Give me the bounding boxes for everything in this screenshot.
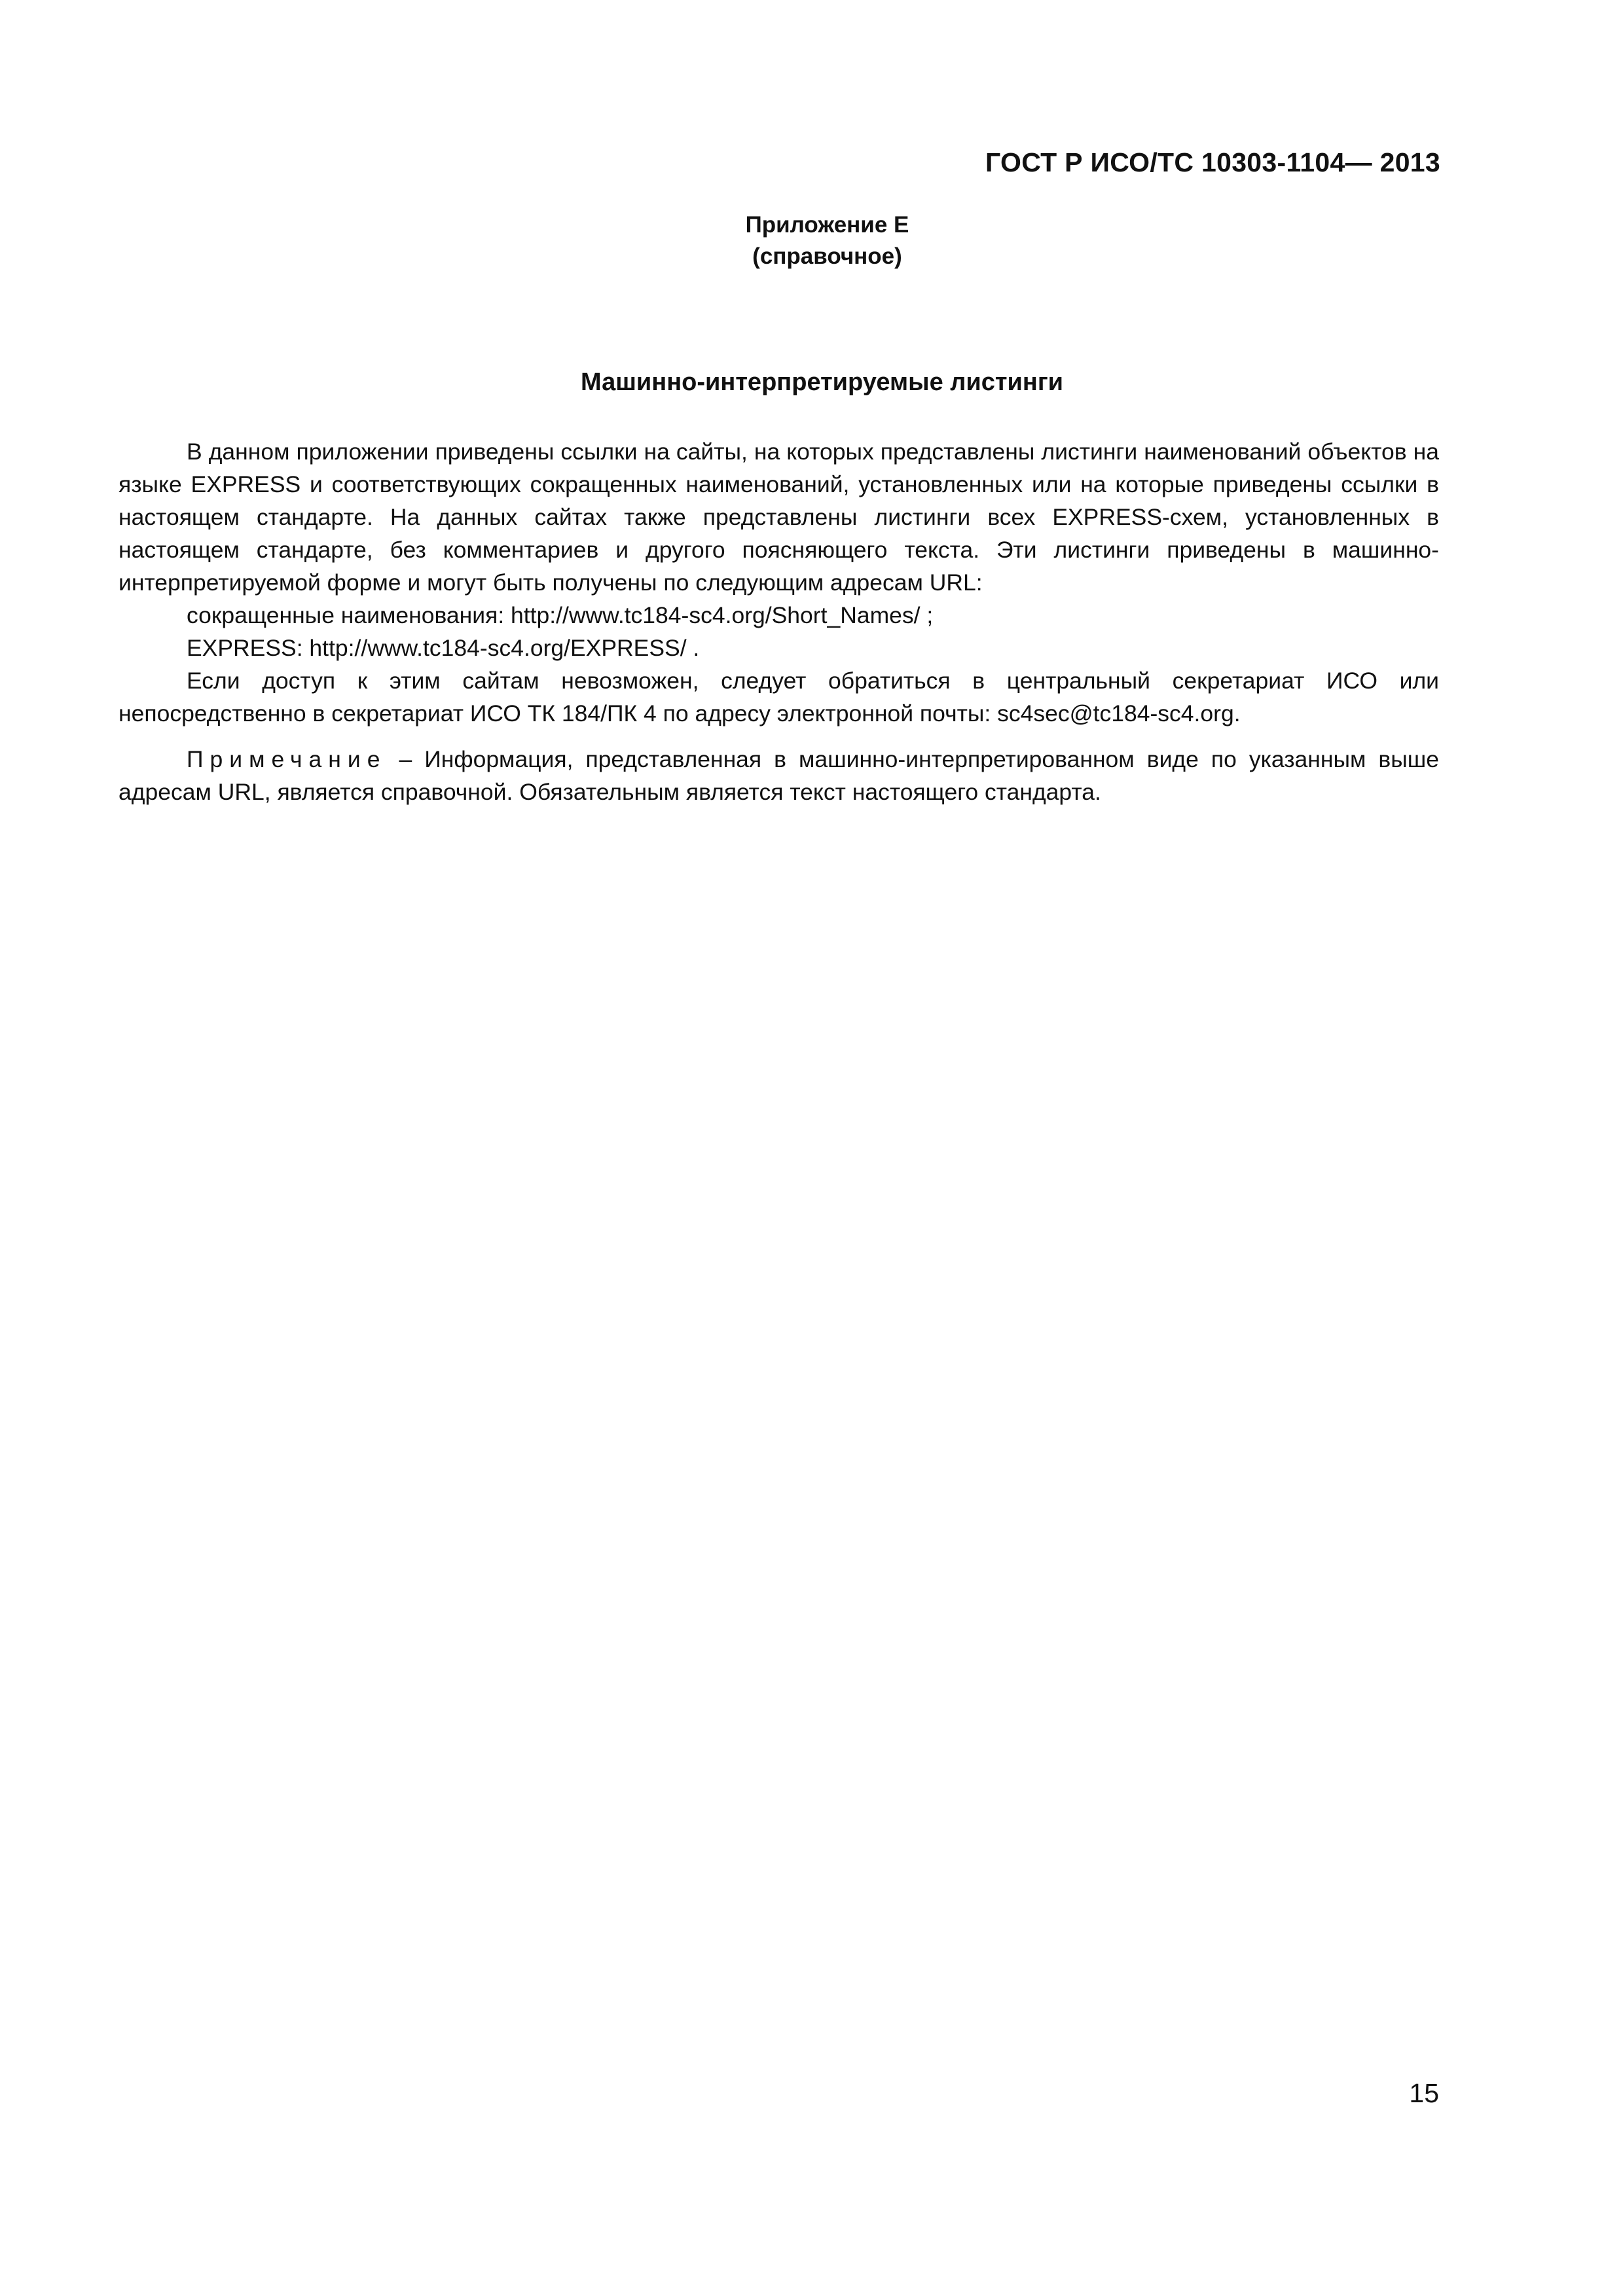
section-title-block [0,368,1623,397]
express-url-line: EXPRESS: http://www.tc184-sc4.org/EXPRESS/ . [187,635,700,661]
appendix-title: Приложение Е [745,212,909,238]
contact-paragraph: Если доступ к этим сайтам невозможен, следует обратиться в центральный секретариат ИСО или непосредственно в секретариат ИСО ТК 184/ПК 4 по адресу электронной почты: sc4sec@tc184-sc4.org. [119,668,1439,726]
appendix-kind: (справочное) [752,243,902,269]
note-paragraph [119,743,1439,808]
page-number: 15 [1409,2078,1439,2108]
note-text: – Информация, представленная в машинно-интерпретированном виде по указанным выше адресам URL, является справочной. Обязательным является текст настоящего стандарта. [119,746,1439,805]
document-header: ГОСТ Р ИСО/ТС 10303-1104— 2013 [985,147,1440,177]
appendix-heading [0,209,1623,272]
intro-paragraph: В данном приложении приведены ссылки на сайты, на которых представлены листинги наименований объектов на языке EXPRESS и соответствующих сокращенных наименований, установленных или на которые приведены ссылки в настоящем стандарте. На данных сайтах также представлены листинги всех EXPRESS-схем, установленных в настоящем стандарте, без комментариев и другого поясняющего текста. Эти листинги приведены в машинно-интерпретируемой форме и могут быть получены по следующим адресам URL: [119,439,1439,596]
short-names-url-line: сокращенные наименования: http://www.tc184-sc4.org/Short_Names/ ; [187,602,934,628]
note-label: Примечание [187,746,387,772]
section-title: Машинно-интерпретируемые листинги [580,368,1064,396]
body-text [119,435,1439,808]
